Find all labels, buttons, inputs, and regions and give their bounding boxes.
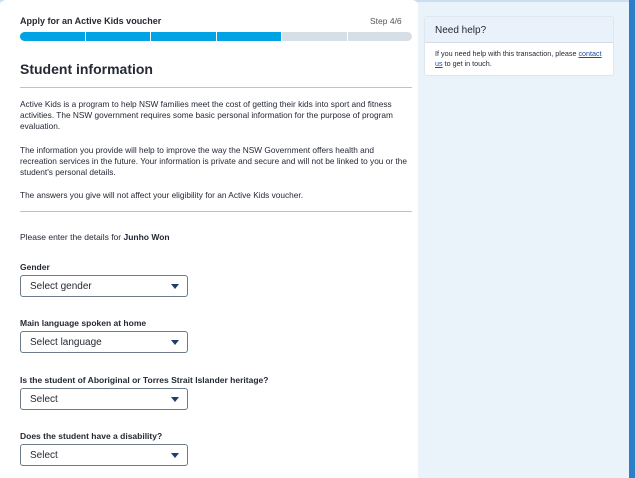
form-title: Apply for an Active Kids voucher xyxy=(20,16,162,26)
gender-label: Gender xyxy=(20,262,50,272)
help-text-after: to get in touch. xyxy=(444,58,492,68)
heritage-select[interactable] xyxy=(20,388,188,410)
language-select-value: Select language xyxy=(30,337,102,348)
help-title: Need help? xyxy=(425,17,613,43)
heritage-select-value: Select xyxy=(30,394,58,405)
intro-paragraph-1: Active Kids is a program to help NSW families meet the cost of getting their kids into sport and fitness activities. The NSW government requires some basic personal information for the purpose of program evaluation. xyxy=(20,99,393,131)
section-title: Student information xyxy=(20,61,153,77)
gender-select[interactable] xyxy=(20,275,188,297)
step-indicator: Step 4/6 xyxy=(370,16,402,26)
progress-segment xyxy=(348,32,413,41)
progress-bar xyxy=(20,32,412,41)
progress-segment xyxy=(282,32,347,41)
progress-segment xyxy=(86,32,151,41)
details-prefix: Please enter the details for xyxy=(20,232,122,242)
heritage-label: Is the student of Aboriginal or Torres Strait Islander heritage? xyxy=(20,375,269,385)
divider-top xyxy=(20,87,412,88)
disability-select-value: Select xyxy=(30,450,58,461)
intro-paragraph-3: The answers you give will not affect your eligibility for an Active Kids voucher. xyxy=(20,190,304,200)
help-panel xyxy=(424,16,614,76)
language-select[interactable] xyxy=(20,331,188,353)
divider-bottom xyxy=(20,211,412,212)
contact-us-link[interactable]: contact us xyxy=(435,49,602,68)
details-prompt xyxy=(20,232,170,242)
chevron-down-icon xyxy=(171,340,179,345)
intro-paragraph-2: The information you provide will help to improve the way the NSW Government offers health and recreation services in the future. Your information is private and secure and will not be linked to you or the student's personal details. xyxy=(20,145,407,177)
help-text-before: If you need help with this transaction, please xyxy=(435,49,577,58)
disability-label: Does the student have a disability? xyxy=(20,431,163,441)
progress-segment xyxy=(151,32,216,41)
chevron-down-icon xyxy=(171,284,179,289)
language-label: Main language spoken at home xyxy=(20,318,147,328)
progress-segment xyxy=(217,32,282,41)
progress-segment xyxy=(20,32,85,41)
disability-select[interactable] xyxy=(20,444,188,466)
window-right-edge xyxy=(629,0,635,478)
gender-select-value: Select gender xyxy=(30,281,92,292)
chevron-down-icon xyxy=(171,397,179,402)
help-text xyxy=(425,43,613,68)
student-name: Junho Won xyxy=(123,232,170,242)
chevron-down-icon xyxy=(171,453,179,458)
